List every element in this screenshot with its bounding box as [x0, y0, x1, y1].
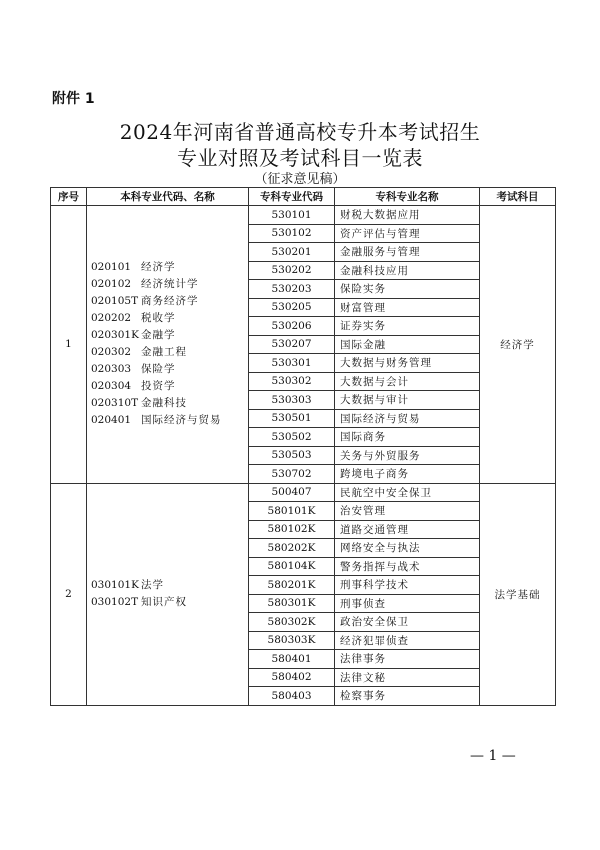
- major-code-cell: 530207: [249, 335, 335, 354]
- major-name-cell: 大数据与会计: [335, 372, 480, 391]
- major-comparison-table: [50, 187, 556, 706]
- major-code-cell: 530501: [249, 409, 335, 428]
- table-row: [51, 206, 556, 225]
- major-name-cell: 大数据与财务管理: [335, 354, 480, 373]
- undergrad-major: [91, 395, 248, 412]
- table-header-row: [51, 188, 556, 206]
- undergrad-major: [91, 259, 248, 276]
- major-code-cell: 580403: [249, 687, 335, 706]
- undergrad-major: [91, 310, 248, 327]
- major-code-cell: 500407: [249, 483, 335, 502]
- major-name-cell: 警务指挥与战术: [335, 557, 480, 576]
- major-name-cell: 国际金融: [335, 335, 480, 354]
- major-name-cell: 道路交通管理: [335, 520, 480, 539]
- major-name-cell: 国际商务: [335, 428, 480, 447]
- major-name-cell: 国际经济与贸易: [335, 409, 480, 428]
- major-code-cell: 580101K: [249, 502, 335, 521]
- major-name-cell: 财税大数据应用: [335, 206, 480, 225]
- undergrad-major-code: 020310T: [91, 397, 139, 410]
- document-subtitle: （征求意见稿）: [254, 172, 346, 187]
- header-major-code: 专科专业代码: [249, 188, 335, 206]
- undergrad-major-name: 经济统计学: [141, 278, 199, 291]
- major-code-cell: 580302K: [249, 613, 335, 632]
- exam-subject-cell: 经济学: [480, 206, 556, 484]
- undergrad-major-name: 国际经济与贸易: [141, 414, 222, 427]
- undergrad-major-name: 金融工程: [141, 346, 187, 359]
- undergrad-major-code: 020301K: [91, 329, 139, 342]
- exam-subject-cell: 法学基础: [480, 483, 556, 705]
- major-name-cell: 法律文秘: [335, 668, 480, 687]
- undergrad-major-name: 税收学: [141, 312, 176, 325]
- major-name-cell: 检察事务: [335, 687, 480, 706]
- header-seq: 序号: [51, 188, 87, 206]
- major-code-cell: 580202K: [249, 539, 335, 558]
- undergrad-major-name: 金融学: [141, 329, 176, 342]
- seq-cell: 1: [51, 206, 87, 484]
- major-code-cell: 580402: [249, 668, 335, 687]
- major-name-cell: 政治安全保卫: [335, 613, 480, 632]
- major-name-cell: 财富管理: [335, 298, 480, 317]
- undergrad-majors-cell: [87, 483, 249, 705]
- undergrad-major-name: 金融科技: [141, 397, 187, 410]
- major-name-cell: 治安管理: [335, 502, 480, 521]
- major-name-cell: 刑事科学技术: [335, 576, 480, 595]
- undergrad-major-code: 020101: [91, 261, 132, 274]
- major-code-cell: 530503: [249, 446, 335, 465]
- major-code-cell: 530101: [249, 206, 335, 225]
- major-code-cell: 530205: [249, 298, 335, 317]
- document-title-line2: 专业对照及考试科目一览表: [177, 146, 423, 170]
- undergrad-major: [91, 293, 248, 310]
- undergrad-major: [91, 412, 248, 429]
- header-subject: 考试科目: [480, 188, 556, 206]
- undergrad-major: [91, 361, 248, 378]
- major-name-cell: 民航空中安全保卫: [335, 483, 480, 502]
- major-code-cell: 580104K: [249, 557, 335, 576]
- major-code-cell: 530702: [249, 465, 335, 484]
- undergrad-major: [91, 276, 248, 293]
- major-name-cell: 保险实务: [335, 280, 480, 299]
- undergrad-major-code: 030101K: [91, 579, 139, 591]
- major-code-cell: 580401: [249, 650, 335, 669]
- header-major-name: 专科专业名称: [335, 188, 480, 206]
- undergrad-major-code: 020202: [91, 312, 132, 325]
- undergrad-major-name: 经济学: [141, 261, 176, 274]
- document-title-line1: 2024年河南省普通高校专升本考试招生: [119, 120, 481, 144]
- major-code-cell: 530206: [249, 317, 335, 336]
- header-undergrad: 本科专业代码、名称: [87, 188, 249, 206]
- major-code-cell: 530303: [249, 391, 335, 410]
- table-body: [51, 206, 556, 706]
- undergrad-major: [91, 344, 248, 361]
- major-name-cell: 大数据与审计: [335, 391, 480, 410]
- undergrad-major-code: 020302: [91, 346, 132, 359]
- major-name-cell: 金融服务与管理: [335, 243, 480, 262]
- major-code-cell: 530301: [249, 354, 335, 373]
- undergrad-major-code: 020105T: [91, 295, 139, 308]
- major-code-cell: 580303K: [249, 631, 335, 650]
- undergrad-major-code: 020303: [91, 363, 132, 376]
- major-name-cell: 网络安全与执法: [335, 539, 480, 558]
- annex-label: 附件 1: [52, 91, 95, 107]
- major-name-cell: 关务与外贸服务: [335, 446, 480, 465]
- undergrad-major: [91, 327, 248, 344]
- major-code-cell: 580201K: [249, 576, 335, 595]
- undergrad-major: [91, 594, 248, 611]
- major-name-cell: 金融科技应用: [335, 261, 480, 280]
- undergrad-major: [91, 378, 248, 395]
- undergrad-major-code: 030102T: [91, 596, 139, 608]
- major-name-cell: 跨境电子商务: [335, 465, 480, 484]
- undergrad-major-code: 020304: [91, 380, 132, 393]
- major-name-cell: 经济犯罪侦查: [335, 631, 480, 650]
- table-row: [51, 483, 556, 502]
- undergrad-major-name: 法学: [141, 579, 164, 591]
- major-code-cell: 530203: [249, 280, 335, 299]
- major-code-cell: 530102: [249, 224, 335, 243]
- major-code-cell: 530502: [249, 428, 335, 447]
- major-code-cell: 580102K: [249, 520, 335, 539]
- undergrad-major: [91, 577, 248, 594]
- major-name-cell: 证券实务: [335, 317, 480, 336]
- undergrad-major-name: 知识产权: [141, 596, 187, 608]
- page-number: — 1 —: [470, 748, 516, 764]
- major-code-cell: 530202: [249, 261, 335, 280]
- major-name-cell: 刑事侦查: [335, 594, 480, 613]
- major-code-cell: 530201: [249, 243, 335, 262]
- undergrad-majors-cell: [87, 206, 249, 484]
- seq-cell: 2: [51, 483, 87, 705]
- undergrad-major-name: 商务经济学: [141, 295, 199, 308]
- undergrad-major-name: 投资学: [141, 380, 176, 393]
- major-code-cell: 580301K: [249, 594, 335, 613]
- major-name-cell: 法律事务: [335, 650, 480, 669]
- major-code-cell: 530302: [249, 372, 335, 391]
- undergrad-major-code: 020401: [91, 414, 132, 427]
- major-name-cell: 资产评估与管理: [335, 224, 480, 243]
- undergrad-major-code: 020102: [91, 278, 132, 291]
- undergrad-major-name: 保险学: [141, 363, 176, 376]
